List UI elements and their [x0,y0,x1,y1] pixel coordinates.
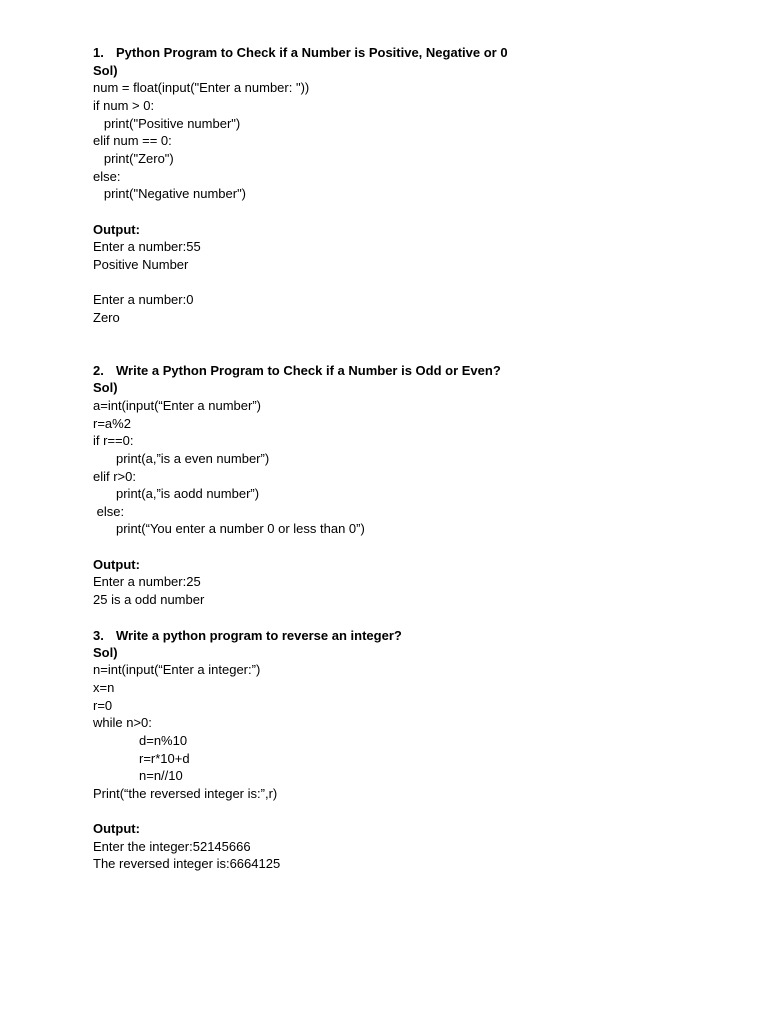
q2-code-line: else: [93,504,125,519]
q2-title: Write a Python Program to Check if a Number is Odd or Even? [116,363,501,378]
q1-number: 1. [93,45,104,60]
q2-code-line: a=int(input(“Enter a number”) [93,398,261,413]
q1-output-label: Output: [93,222,140,237]
q3-output-line: The reversed integer is:6664125 [93,856,281,871]
q1-code-line: if num > 0: [93,98,155,113]
q3-heading [93,627,402,644]
q2-code-line: r=a%2 [93,416,131,431]
q2-code-line: print(a,”is aodd number”) [116,486,260,501]
q2-output-line: Enter a number:25 [93,574,201,589]
q1-code-line: elif num == 0: [93,133,172,148]
q1-output-line: Enter a number:55 [93,239,201,254]
q3-sol-label: Sol) [93,645,118,660]
q2-code-line: print(a,”is a even number”) [116,451,270,466]
q3-code-line: r=r*10+d [139,751,190,766]
q2-code-line: if r==0: [93,433,134,448]
q1-title: Python Program to Check if a Number is Positive, Negative or 0 [116,45,508,60]
q3-output-line: Enter the integer:52145666 [93,839,251,854]
q3-title: Write a python program to reverse an integer? [116,628,402,643]
q2-output-label: Output: [93,557,140,572]
q3-number: 3. [93,628,104,643]
q3-code-line: n=int(input(“Enter a integer:”) [93,662,261,677]
q1-sol-label: Sol) [93,63,118,78]
q2-code-line: elif r>0: [93,469,136,484]
q3-code-line: x=n [93,680,115,695]
q1-output-line: Positive Number [93,257,189,272]
q3-code-line: r=0 [93,698,113,713]
q3-output-label: Output: [93,821,140,836]
q1-code-line: num = float(input("Enter a number: ")) [93,80,310,95]
q2-sol-label: Sol) [93,380,118,395]
q3-code-line: n=n//10 [139,768,183,783]
q1-output-line: Enter a number:0 [93,292,194,307]
q1-code-line: else: [93,169,121,184]
q1-code-line: print("Positive number") [93,116,241,131]
q2-number: 2. [93,363,104,378]
q1-output-line: Zero [93,310,120,325]
q2-code-line: print(“You enter a number 0 or less than 0”) [116,521,365,536]
q1-code-line: print("Negative number") [93,186,247,201]
q3-code-line: d=n%10 [139,733,188,748]
q2-output-line: 25 is a odd number [93,592,205,607]
q3-code-line: Print(“the reversed integer is:”,r) [93,786,278,801]
q3-code-line: while n>0: [93,715,152,730]
q1-heading [93,44,508,61]
q1-code-line: print("Zero") [93,151,174,166]
q2-heading [93,362,501,379]
